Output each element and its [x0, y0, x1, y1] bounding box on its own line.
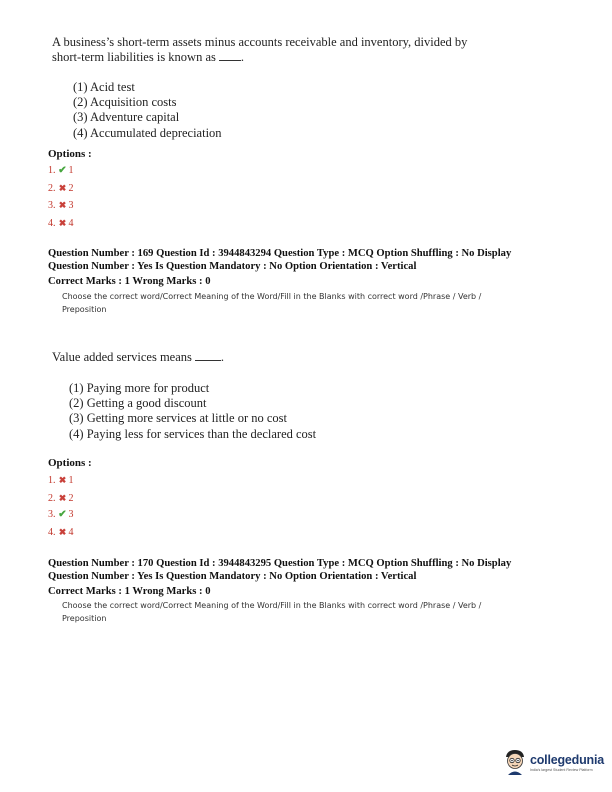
option-row: 3. ✔ 3	[48, 507, 74, 524]
meta-line: Question Number : Yes Is Question Mandatory : No Option Orientation : Vertical	[48, 571, 417, 583]
option-row: 1. ✖ 1	[48, 472, 74, 490]
brand-name: collegedunia	[529, 752, 604, 767]
choice-item: (4) Paying less for services than the declared cost	[69, 426, 317, 441]
choice-item: (2) Getting a good discount	[69, 396, 207, 411]
question-1-options	[48, 163, 74, 232]
cross-icon: ✖	[58, 217, 67, 228]
question-169-instruction: Choose the correct word/Correct Meaning of the Word/Fill in the Blanks with correct word /Phrase / Verb / Preposition	[62, 292, 482, 314]
cross-icon: ✖	[58, 182, 67, 193]
check-icon: ✔	[58, 509, 67, 520]
option-row: 2. ✖ 2	[48, 490, 74, 508]
option-row: 4. ✖ 4	[48, 524, 74, 542]
collegedunia-logo	[502, 748, 604, 776]
meta-marks: Correct Marks : 1 Wrong Marks : 0	[48, 276, 211, 288]
option-row: 4. ✖ 4	[48, 215, 74, 233]
option-row: 2. ✖ 2	[48, 180, 74, 198]
cross-icon: ✖	[58, 200, 67, 210]
option-row: 3. ✖ 3	[48, 197, 74, 215]
question-169-meta	[48, 247, 511, 289]
choice-item: (1) Acid test	[73, 80, 135, 94]
question-170-meta	[48, 557, 511, 599]
cross-icon: ✖	[58, 475, 67, 485]
cross-icon: ✖	[58, 526, 67, 537]
option-row: 1. ✔ 1	[48, 163, 74, 180]
mascot-icon	[502, 748, 528, 776]
choice-item: (4) Accumulated depreciation	[73, 125, 222, 140]
brand-tagline: India's largest Student Review Platform	[529, 767, 593, 772]
question-170-instruction: Choose the correct word/Correct Meaning of the Word/Fill in the Blanks with correct word /Phrase / Verb / Preposition	[62, 601, 482, 623]
options-label: Options :	[48, 148, 92, 160]
question-1-text: A business’s short-term assets minus accounts receivable and inventory, divided by short-term liabilities is known as .	[52, 35, 468, 64]
question-1-line1: A business’s short-term assets minus accounts receivable and inventory, divided by	[52, 35, 468, 49]
meta-marks: Correct Marks : 1 Wrong Marks : 0	[48, 586, 211, 598]
question-2-options	[48, 472, 74, 541]
meta-line: Question Number : 170 Question Id : 3944843295 Question Type : MCQ Option Shuffling : No Display	[48, 558, 512, 569]
choice-item: (1) Paying more for product	[69, 381, 210, 395]
meta-line: Question Number : 169 Question Id : 3944843294 Question Type : MCQ Option Shuffling : No Display	[48, 248, 512, 259]
meta-line: Question Number : Yes Is Question Mandatory : No Option Orientation : Vertical	[48, 261, 417, 273]
question-2-choices	[69, 381, 316, 442]
choice-item: (2) Acquisition costs	[73, 95, 177, 110]
options-label: Options :	[48, 457, 92, 469]
blank-line	[195, 350, 221, 361]
question-1-line2: short-term liabilities is known as	[52, 50, 216, 64]
question-1-choices	[73, 80, 222, 141]
blank-line	[219, 50, 241, 61]
check-icon: ✔	[58, 165, 67, 176]
choice-item: (3) Getting more services at little or no cost	[69, 411, 287, 426]
cross-icon: ✖	[58, 492, 67, 503]
question-2-text: Value added services means .	[52, 350, 224, 364]
choice-item: (3) Adventure capital	[73, 110, 180, 125]
